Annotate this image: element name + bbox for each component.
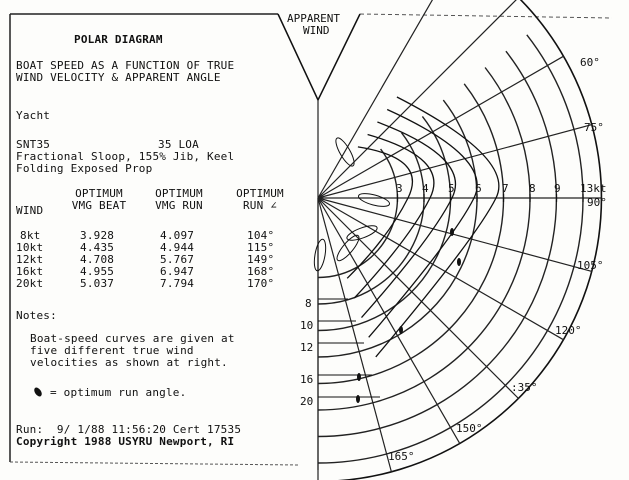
table-cell-run: 6.947 <box>160 265 195 278</box>
radial-line <box>318 56 564 198</box>
table-header-angle-l2: RUN ∠ <box>242 199 278 212</box>
speed-tick-4: 4 <box>422 182 429 195</box>
speed-tick-7: 7 <box>502 182 509 195</box>
table-cell-run: 4.944 <box>160 241 195 254</box>
radial-line <box>318 198 592 271</box>
run-info: Run: 9/ 1/88 11:56:20 Cert 17535 <box>16 423 242 436</box>
apparent-wind-label-1: APPARENT <box>287 12 340 25</box>
radial-line <box>318 198 519 399</box>
optimum-run-marker <box>356 395 360 403</box>
table-cell-wind: 8kt <box>20 229 41 242</box>
table-cell-beat: 4.708 <box>80 253 115 266</box>
speed-arc <box>318 100 477 357</box>
yacht-desc-line-2: Folding Exposed Prop <box>16 162 153 175</box>
table-cell-wind: 10kt <box>16 241 44 254</box>
angle-label-105: 105° <box>577 259 604 272</box>
radial-line <box>318 198 391 472</box>
table-cell-angle: 104° <box>247 229 275 242</box>
speed-tick-kt: 13kt <box>580 182 607 195</box>
angle-label-150: 150° <box>456 422 483 435</box>
wind-label-10: 10 <box>300 319 314 332</box>
table-header-angle-l1: OPTIMUM <box>236 187 284 200</box>
angle-label-60: 60° <box>580 56 600 69</box>
speed-tick-6: 6 <box>475 182 482 195</box>
table-cell-angle: 149° <box>247 253 275 266</box>
speed-arc <box>318 133 424 304</box>
table-cell-wind: 16kt <box>16 265 44 278</box>
optimum-run-marker <box>399 326 403 334</box>
angle-label-75: 75° <box>584 121 604 134</box>
speed-tick-5: 5 <box>448 182 455 195</box>
yacht-desc-line-1: Fractional Sloop, 155% Jib, Keel <box>16 150 235 163</box>
notes-line-1: Boat-speed curves are given at <box>30 332 235 345</box>
notes-line-3: velocities as shown at right. <box>30 356 228 369</box>
table-cell-beat: 3.928 <box>80 229 115 242</box>
polar-grid <box>318 0 602 480</box>
table-cell-run: 7.794 <box>160 277 195 290</box>
speed-arc <box>318 51 556 436</box>
boat-hull-icon <box>312 238 327 271</box>
optimum-run-marker-icon <box>33 386 44 398</box>
angle-label-135: :35° <box>511 381 538 394</box>
table-cell-wind: 12kt <box>16 253 44 266</box>
page-title: POLAR DIAGRAM <box>74 33 163 46</box>
table-header-beat-l1: OPTIMUM <box>75 187 123 200</box>
subtitle-line-2: WIND VELOCITY & APPARENT ANGLE <box>16 71 221 84</box>
optimum-run-marker <box>450 228 454 236</box>
table-cell-beat: 4.435 <box>80 241 115 254</box>
speed-tick-8: 8 <box>529 182 536 195</box>
apparent-wind-label-2: WIND <box>303 24 330 37</box>
table-cell-angle: 115° <box>247 241 275 254</box>
table-cell-run: 5.767 <box>160 253 195 266</box>
table-header-wind: WIND <box>16 204 44 217</box>
wind-label-12: 12 <box>300 341 314 354</box>
optimum-run-marker <box>457 258 461 266</box>
copyright-text: Copyright 1988 USYRU Newport, RI <box>16 435 235 448</box>
table-cell-angle: 170° <box>247 277 275 290</box>
speed-tick-9: 9 <box>554 182 561 195</box>
yacht-loa: 35 LOA <box>158 138 199 151</box>
angle-label-165: 165° <box>388 450 415 463</box>
optimum-run-marker <box>357 373 361 381</box>
table-cell-beat: 5.037 <box>80 277 115 290</box>
legend-text: = optimum run angle. <box>50 386 187 399</box>
yacht-model: SNT35 <box>16 138 51 151</box>
subtitle-line-1: BOAT SPEED AS A FUNCTION OF TRUE <box>16 59 235 72</box>
table-header-beat-l2: VMG BEAT <box>71 199 127 212</box>
angle-label-120: 120° <box>555 324 582 337</box>
radial-line <box>318 0 460 198</box>
boat-hull-icon <box>357 191 390 209</box>
speed-tick-3: 3 <box>396 182 403 195</box>
table-cell-run: 4.097 <box>160 229 195 242</box>
table-cell-beat: 4.955 <box>80 265 115 278</box>
wind-label-16: 16 <box>300 373 314 386</box>
speed-arc <box>318 149 397 277</box>
wind-label-8: 8 <box>305 297 312 310</box>
boat-speed-curve <box>347 147 412 278</box>
table-cell-angle: 168° <box>247 265 275 278</box>
table-header-run-l2: VMG RUN <box>155 199 203 212</box>
boat-hull-icon <box>345 223 378 243</box>
bottom-border <box>10 462 300 465</box>
table-header-run-l1: OPTIMUM <box>155 187 203 200</box>
yacht-label: Yacht <box>16 109 51 122</box>
table-cell-wind: 20kt <box>16 277 44 290</box>
speed-arc <box>318 84 504 384</box>
notes-label: Notes: <box>16 309 57 322</box>
notes-line-2: five different true wind <box>30 344 194 357</box>
wind-label-20: 20 <box>300 395 314 408</box>
angle-label-90: 90° <box>587 196 607 209</box>
top-border-right <box>360 14 612 18</box>
